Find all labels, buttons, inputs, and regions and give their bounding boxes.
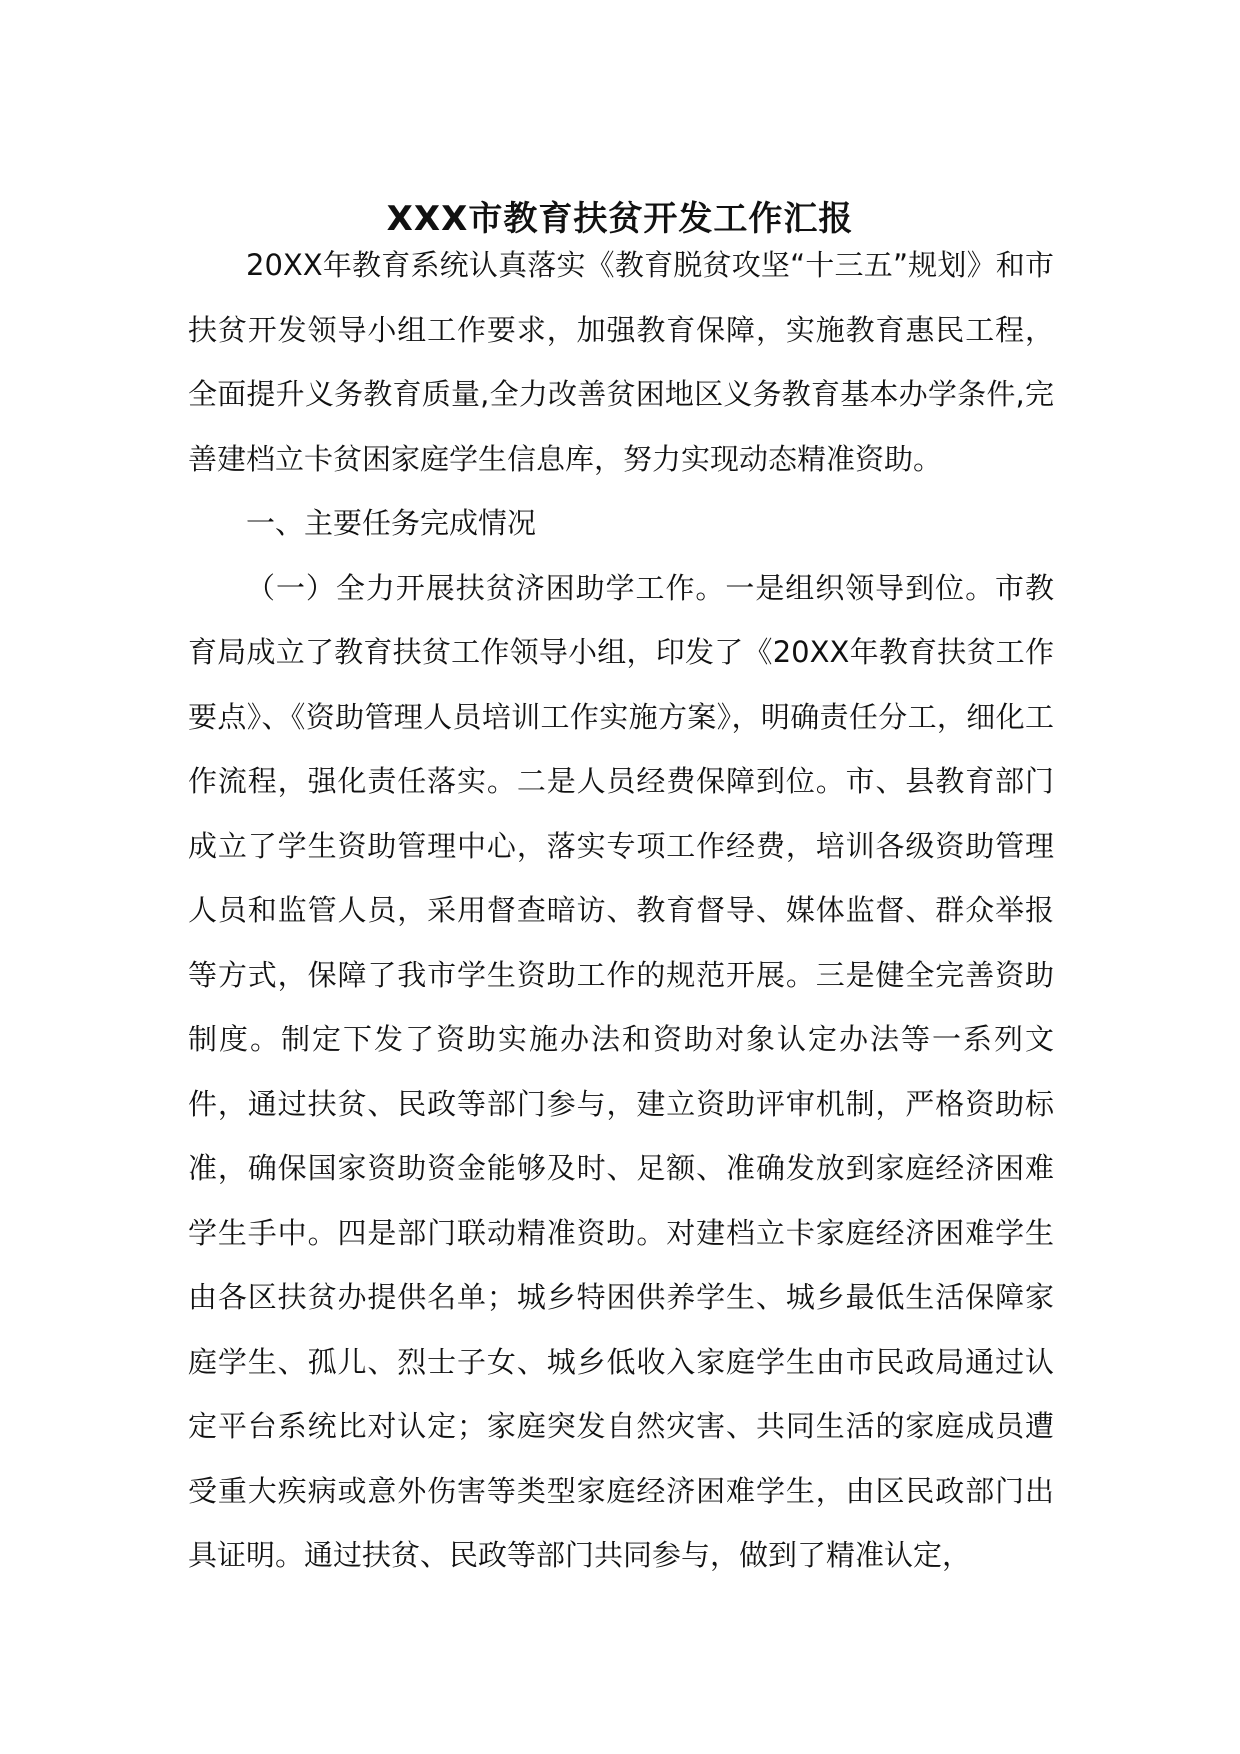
document-body: [188, 233, 1054, 1588]
intro-paragraph: 20XX年教育系统认真落实《教育脱贫攻坚“十三五”规划》和市扶贫开发领导小组工作要求，加强教育保障，实施教育惠民工程，全面提升义务教育质量,全力改善贫困地区义务教育基本办学条件,完善建档立卡贫困家庭学生信息库，努力实现动态精准资助。: [188, 248, 1054, 476]
document-title: XXX市教育扶贫开发工作汇报: [386, 198, 854, 239]
section-paragraph: （一）全力开展扶贫济困助学工作。一是组织领导到位。市教育局成立了教育扶贫工作领导小组，印发了《20XX年教育扶贫工作要点》、《资助管理人员培训工作实施方案》，明确责任分工，细化工作流程，强化责任落实。二是人员经费保障到位。市、县教育部门成立了学生资助管理中心，落实专项工作经费，培训各级资助管理人员和监管人员，采用督查暗访、教育督导、媒体监督、群众举报等方式，保障了我市学生资助工作的规范开展。三是健全完善资助制度。制定下发了资助实施办法和资助对象认定办法等一系列文件，通过扶贫、民政等部门参与，建立资助评审机制，严格资助标准，确保国家资助资金能够及时、足额、准确发放到家庭经济困难学生手中。四是部门联动精准资助。对建档立卡家庭经济困难学生由各区扶贫办提供名单；城乡特困供养学生、城乡最低生活保障家庭学生、孤儿、烈士子女、城乡低收入家庭学生由市民政局通过认定平台系统比对认定；家庭突发自然灾害、共同生活的家庭成员遭受重大疾病或意外伤害等类型家庭经济困难学生，由区民政部门出具证明。通过扶贫、民政等部门共同参与，做到了精准认定，: [188, 570, 1054, 1572]
section-heading: 一、主要任务完成情况: [246, 506, 537, 540]
